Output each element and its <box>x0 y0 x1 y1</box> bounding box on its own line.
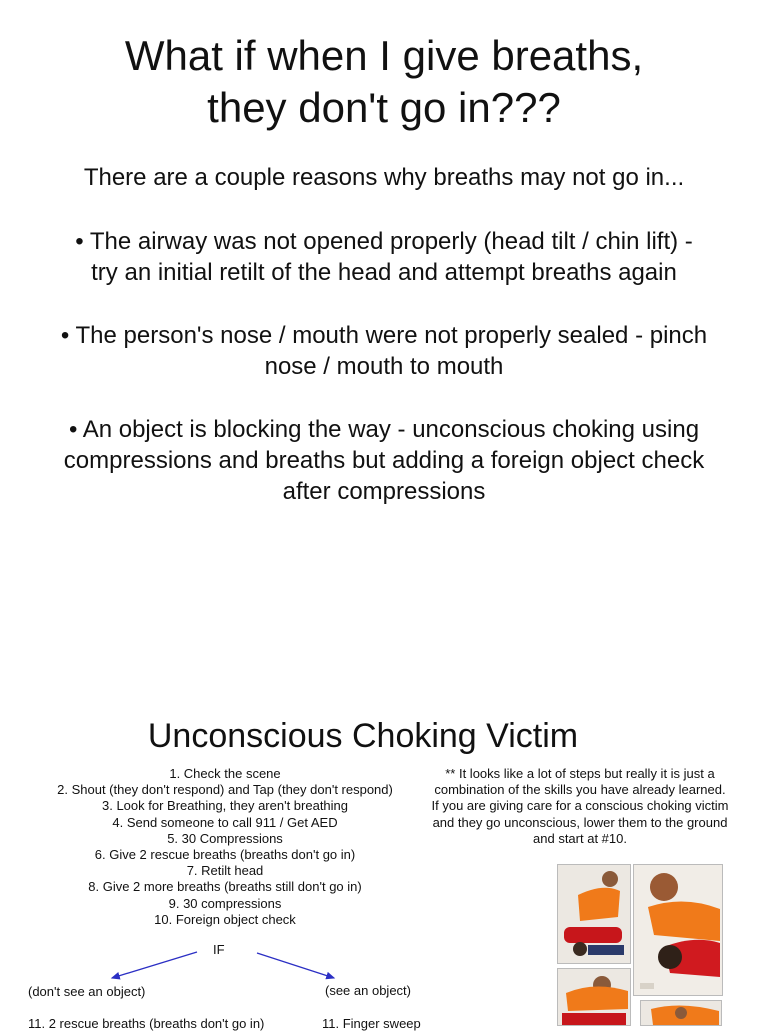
slide1-title-line2: they don't go in??? <box>207 84 561 131</box>
reason-airway: • The airway was not opened properly (head tilt / chin lift) - try an initial retilt of the head and attempt breaths again <box>75 228 693 286</box>
branch-no-object: (don't see an object) <box>28 984 146 999</box>
reason-object: • An object is blocking the way - unconscious choking using compressions and breaths but adding a foreign object check after compressions <box>63 416 705 505</box>
step-item: 10. Foreign object check <box>154 911 296 927</box>
right-branch-arrow <box>257 953 334 978</box>
cpr-photo-head-tilt <box>633 864 723 996</box>
step11-no-object: 11. 2 rescue breaths (breaths don't go in) <box>28 1016 265 1031</box>
cpr-photo-compressions <box>557 864 631 964</box>
left-branch-arrow <box>112 952 197 978</box>
step11-see-object: 11. Finger sweep <box>322 1016 421 1031</box>
if-label: IF <box>213 942 225 957</box>
slide1-title-line1: What if when I give breaths, <box>124 32 644 79</box>
intro-text: There are a couple reasons why breaths may not go in... <box>83 164 685 191</box>
side-note: ** It looks like a lot of steps but really it is just a combination of the skills you have already learned. If you are giving care for a conscious choking victim and they go unconscious, lower them to the ground and start at #10. <box>431 766 729 846</box>
step-item: 8. Give 2 more breaths (breaths still don't go in) <box>88 879 362 895</box>
step-item: 1. Check the scene <box>169 766 281 781</box>
step-item: 2. Shout (they don't respond) and Tap (they don't respond) <box>57 782 393 798</box>
slide2-title: Unconscious Choking Victim <box>147 717 579 755</box>
step-item: 6. Give 2 rescue breaths (breaths don't go in) <box>94 847 356 863</box>
step-item: 3. Look for Breathing, they aren't breathing <box>101 798 349 814</box>
cpr-photo-finger-sweep <box>640 1000 722 1026</box>
step-item: 9. 30 compressions <box>168 895 282 911</box>
reason-seal: • The person's nose / mouth were not properly sealed - pinch nose / mouth to mouth <box>60 322 708 380</box>
step-item: 5. 30 Compressions <box>167 830 283 846</box>
branch-see-object: (see an object) <box>325 983 411 998</box>
cpr-photo-breaths <box>557 968 631 1026</box>
step-item: 4. Send someone to call 911 / Get AED <box>112 814 338 830</box>
step-item: 7. Retilt head <box>186 863 264 879</box>
